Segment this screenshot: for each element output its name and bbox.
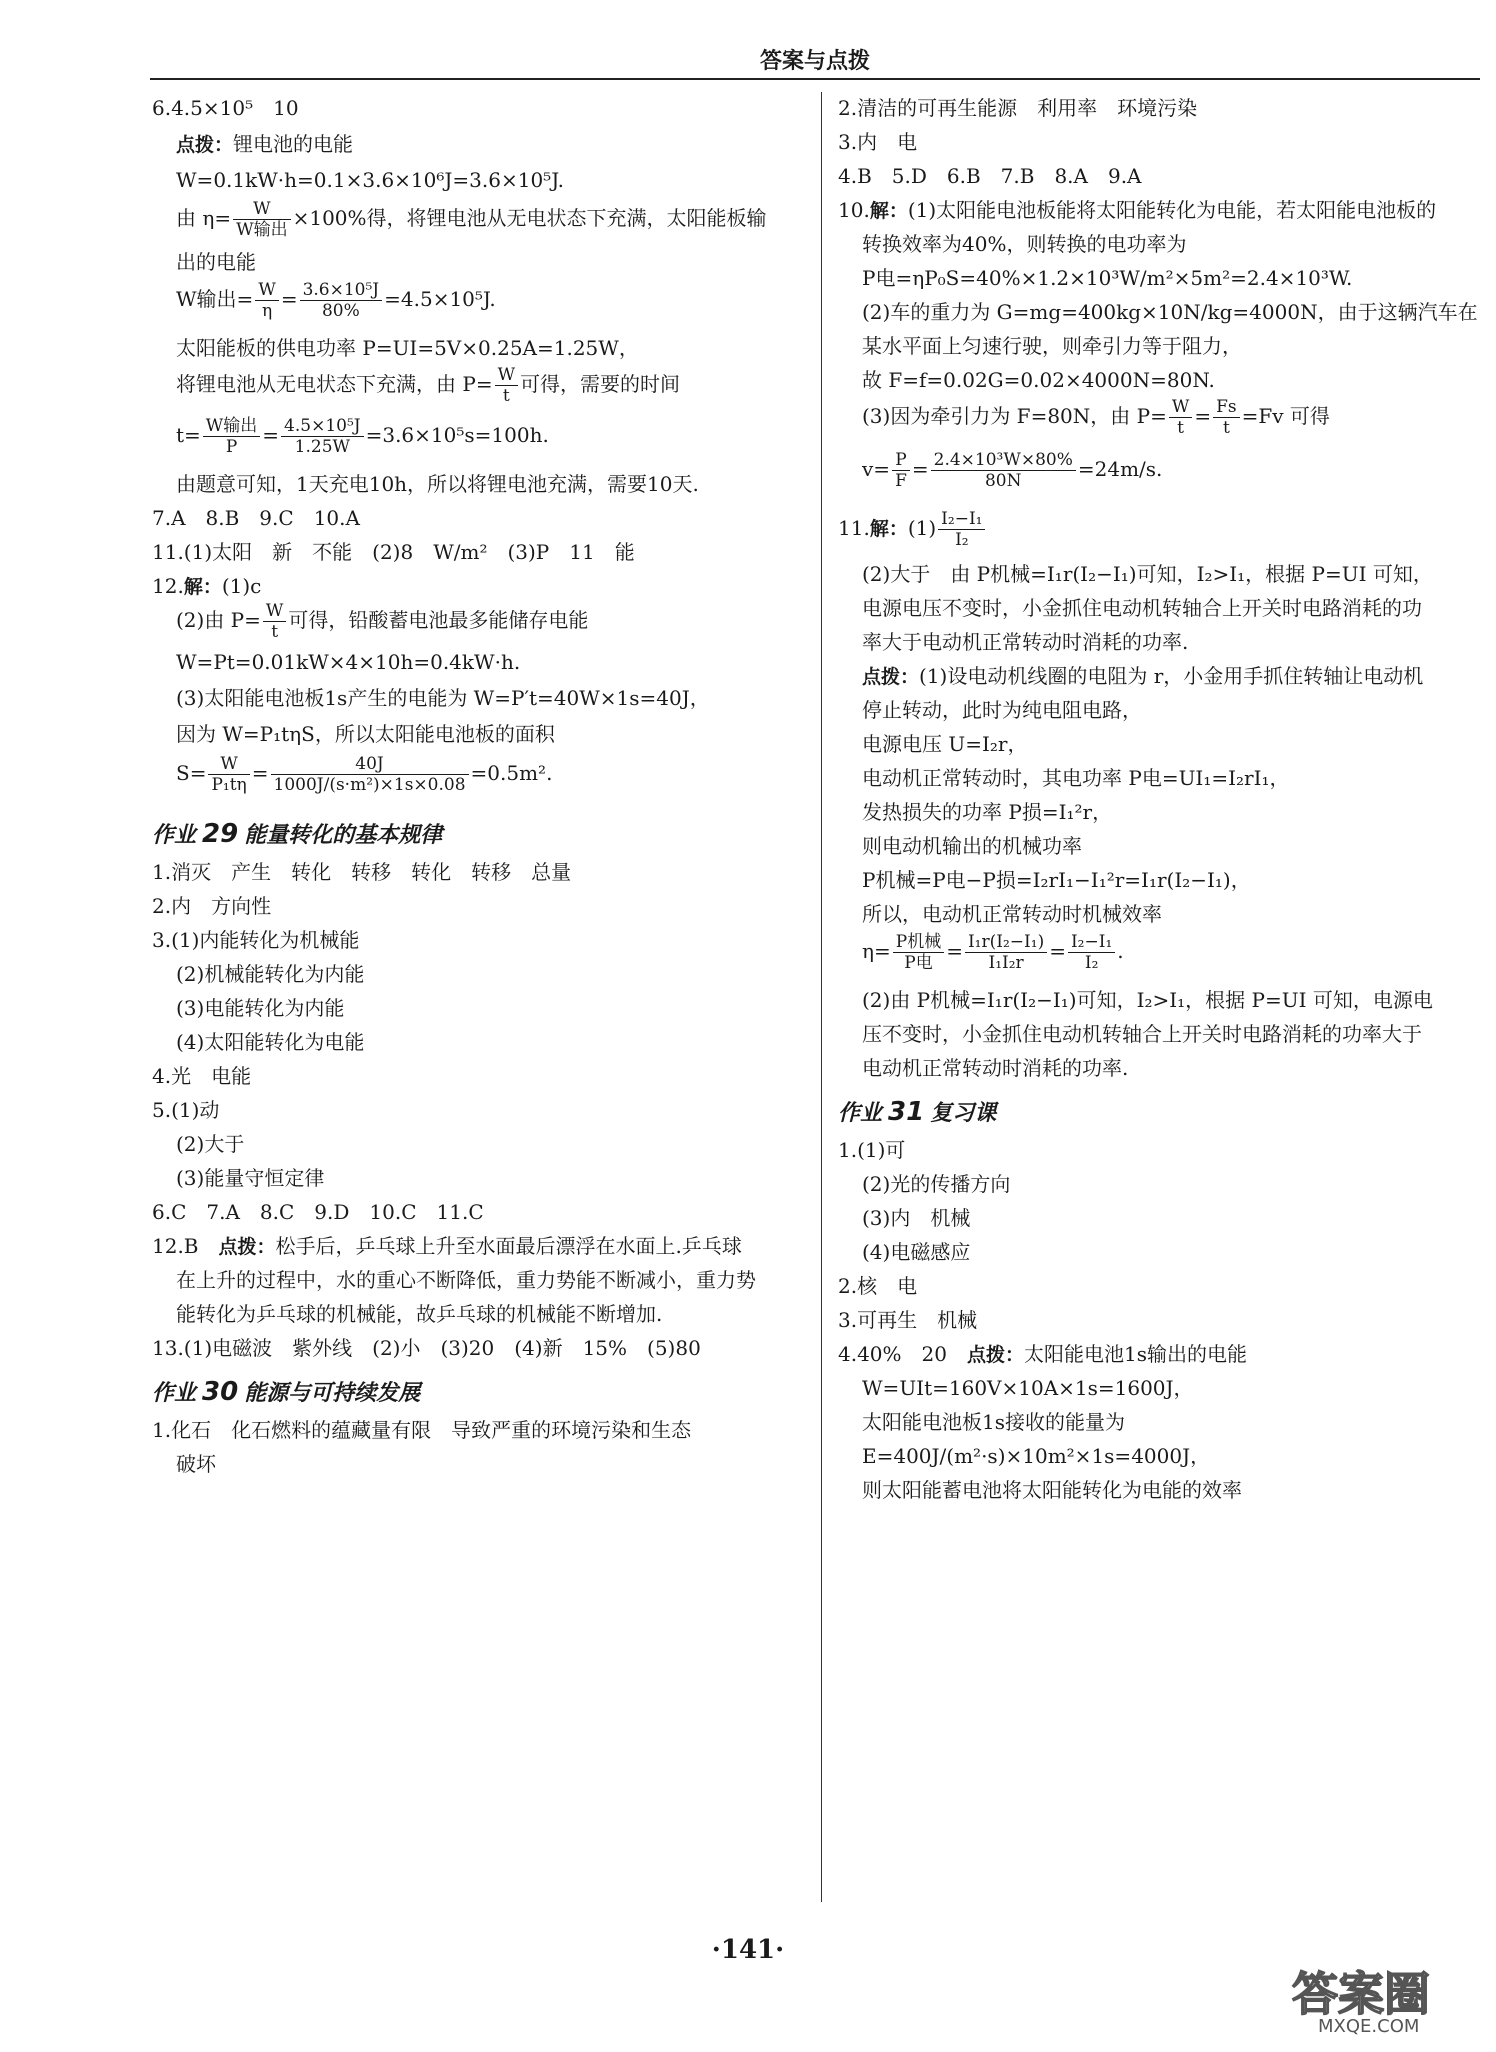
answer-line: 率大于电动机正常转动时消耗的功率. xyxy=(862,630,1189,654)
fraction: $\frac{W}{t}$ xyxy=(1169,397,1192,438)
equation-line: 由 η= $\frac{W}{\text{W输出}}$ ×100%得，将锂电池从无电状态下充满，太阳能板输 xyxy=(176,199,767,240)
answer-line: 4.40% 20 点拨：太阳能电池1s输出的电能 xyxy=(838,1342,1247,1366)
equation-line: W=UIt=160V×10A×1s=1600J， xyxy=(862,1376,1194,1400)
fraction: $\frac{W}{\eta}$ xyxy=(255,280,278,321)
solution-label: 解： xyxy=(869,200,908,222)
equation-line: 发热损失的功率 P损=I₁²r， xyxy=(862,800,1113,824)
answer-line: (3)内 机械 xyxy=(862,1206,971,1230)
answer-line: 2.清洁的可再生能源 利用率 环境污染 xyxy=(838,96,1198,120)
fraction: $\frac{\text{I₁r(I₂−I₁)}}{\text{I₁I₂r}}$ xyxy=(965,932,1047,973)
section-heading-29: 作业 29 能量转化的基本规律 xyxy=(152,819,443,849)
answer-line: 则太阳能蓄电池将太阳能转化为电能的效率 xyxy=(862,1478,1242,1502)
equation-line: v= $\frac{P}{F}$ = $\frac{\text{2.4×10³W×80\%}}{80N}$ =24m/s. xyxy=(862,450,1163,491)
answer-line: 6.4.5×10⁵ 10 xyxy=(152,96,299,120)
answer-line: 3.内 电 xyxy=(838,130,918,154)
answer-line: (2)车的重力为 G=mg=400kg×10N/kg=4000N，由于这辆汽车在 xyxy=(862,300,1478,324)
answer-line: 破坏 xyxy=(176,1452,216,1476)
answer-line: 所以，电动机正常转动时机械效率 xyxy=(862,902,1162,926)
answer-line: (3)能量守恒定律 xyxy=(176,1166,325,1190)
section-heading-31: 作业 31 复习课 xyxy=(838,1097,997,1127)
equation-line: (3)因为牵引力为 F=80N，由 P= $\frac{W}{t}$ = $\frac{Fs}{t}$ =Fv 可得 xyxy=(862,397,1330,438)
answer-line: 5.(1)动 xyxy=(152,1098,220,1122)
answer-line: 转换效率为40%，则转换的电功率为 xyxy=(862,232,1187,256)
fraction: $\frac{\text{I₂−I₁}}{\text{I₂}}$ xyxy=(1068,932,1115,973)
answer-line: 压不变时，小金抓住电动机转轴合上开关时电路消耗的功率大于 xyxy=(862,1022,1422,1046)
equation-line: 将锂电池从无电状态下充满，由 P= $\frac{W}{t}$ 可得，需要的时间 xyxy=(176,365,681,406)
watermark-stamp: 答案圈 xyxy=(1292,1967,1430,2021)
page-header xyxy=(150,38,1480,80)
answer-line: 点拨：锂电池的电能 xyxy=(176,132,354,156)
column-divider xyxy=(821,92,822,1902)
equation-line: 电动机正常转动时，其电功率 P电=UI₁=I₂rI₁， xyxy=(862,766,1290,790)
answer-line: 点拨：(1)设电动机线圈的电阻为 r，小金用手抓住转轴让电动机 xyxy=(862,664,1424,688)
answer-line: 则电动机输出的机械功率 xyxy=(862,834,1082,858)
answer-line: 4.B 5.D 6.B 7.B 8.A 9.A xyxy=(838,164,1142,188)
hint-label: 点拨： xyxy=(218,1236,276,1258)
fraction: $\frac{P}{F}$ xyxy=(892,450,910,491)
answer-line: (2)光的传播方向 xyxy=(862,1172,1011,1196)
page-number: ·141· xyxy=(711,1935,785,1965)
answer-line: 12.B 点拨：松手后，乒乓球上升至水面最后漂浮在水面上.乒乓球 xyxy=(152,1234,742,1258)
solution-label: 解： xyxy=(183,576,222,598)
answer-line: 3.(1)内能转化为机械能 xyxy=(152,928,360,952)
answer-line: 电动机正常转动时消耗的功率. xyxy=(862,1056,1129,1080)
answer-line: 某水平面上匀速行驶，则牵引力等于阻力， xyxy=(862,334,1242,358)
fraction: $\frac{\text{W输出}}{P}$ xyxy=(203,416,260,457)
answer-line: 1.(1)可 xyxy=(838,1138,906,1162)
answer-line: 电源电压不变时，小金抓住电动机转轴合上开关时电路消耗的功 xyxy=(862,596,1422,620)
answer-line: 停止转动，此时为纯电阻电路， xyxy=(862,698,1142,722)
answer-line: 4.光 电能 xyxy=(152,1064,252,1088)
equation-line: P机械=P电−P损=I₂rI₁−I₁²r=I₁r(I₂−I₁)， xyxy=(862,868,1251,892)
hint-label: 点拨： xyxy=(862,666,920,688)
equation-line: S= $\frac{W}{\text{P₁tη}}$ = $\frac{40J}{\text{1000J/(s·m²)×1s×0.08}}$ =0.5m². xyxy=(176,754,553,795)
fraction: $\frac{\text{3.6×10⁵J}}{80\%}$ xyxy=(300,280,383,321)
fraction: $\frac{\text{I₂−I₁}}{\text{I₂}}$ xyxy=(938,509,985,550)
equation-line: (3)太阳能电池板1s产生的电能为 W=P′t=40W×1s=40J， xyxy=(176,686,710,710)
answer-line: (2)大于 xyxy=(176,1132,245,1156)
fraction: $\frac{\text{4.5×10⁵J}}{1.25W}$ xyxy=(281,416,364,457)
header-title: 答案与点拨 xyxy=(759,49,870,74)
fraction: $\frac{\text{P机械}}{\text{P电}}$ xyxy=(893,932,944,973)
answer-line: 1.消灭 产生 转化 转移 转化 转移 总量 xyxy=(152,860,572,884)
answer-line: (2)由 P机械=I₁r(I₂−I₁)可知，I₂>I₁，根据 P=UI 可知，电源电 xyxy=(862,988,1433,1012)
equation-line: 电源电压 U=I₂r， xyxy=(862,732,1028,756)
answer-line: 13.(1)电磁波 紫外线 (2)小 (3)20 (4)新 15% (5)80 xyxy=(152,1336,701,1360)
answer-line: 由题意可知，1天充电10h，所以将锂电池充满，需要10天. xyxy=(176,472,699,496)
fraction: $\frac{Fs}{t}$ xyxy=(1213,397,1240,438)
watermark-site: MXQE.COM xyxy=(1318,2016,1420,2037)
answer-line: 出的电能 xyxy=(176,250,256,274)
answer-line: 太阳能电池板1s接收的能量为 xyxy=(862,1410,1125,1434)
answer-line: (2)机械能转化为内能 xyxy=(176,962,365,986)
fraction: $\frac{W}{t}$ xyxy=(495,365,518,406)
answer-line: (4)电磁感应 xyxy=(862,1240,971,1264)
equation-line: W=0.1kW·h=0.1×3.6×10⁶J=3.6×10⁵J. xyxy=(176,168,565,192)
equation-line: 太阳能板的供电功率 P=UI=5V×0.25A=1.25W， xyxy=(176,336,639,360)
answer-line: 7.A 8.B 9.C 10.A xyxy=(152,506,360,530)
hint-label: 点拨： xyxy=(176,134,234,156)
equation-line: η= $\frac{\text{P机械}}{\text{P电}}$ = $\frac{\text{I₁r(I₂−I₁)}}{\text{I₁I₂r}}$ = $\frac{\text{I₂−I₁}}{\text{I₂}}$ . xyxy=(862,932,1124,973)
answer-line: 能转化为乒乓球的机械能，故乒乓球的机械能不断增加. xyxy=(176,1302,663,1326)
hint-label: 点拨： xyxy=(966,1344,1024,1366)
equation-line: 因为 W=P₁tηS，所以太阳能电池板的面积 xyxy=(176,722,555,746)
equation-line: 故 F=f=0.02G=0.02×4000N=80N. xyxy=(862,368,1215,392)
answer-line: 1.化石 化石燃料的蕴藏量有限 导致严重的环境污染和生态 xyxy=(152,1418,692,1442)
fraction: $\frac{W}{\text{W输出}}$ xyxy=(233,199,290,240)
equation-line: t= $\frac{\text{W输出}}{P}$ = $\frac{\text{4.5×10⁵J}}{1.25W}$ =3.6×10⁵s=100h. xyxy=(176,416,549,457)
fraction: $\frac{W}{t}$ xyxy=(263,601,286,642)
answer-line: 在上升的过程中，水的重心不断降低，重力势能不断减小，重力势 xyxy=(176,1268,756,1292)
answer-line: (3)电能转化为内能 xyxy=(176,996,345,1020)
equation-line: 11.解：(1) $\frac{\text{I₂−I₁}}{\text{I₂}}$ xyxy=(838,504,987,553)
answer-line: 2.核 电 xyxy=(838,1274,918,1298)
fraction: $\frac{\text{2.4×10³W×80\%}}{80N}$ xyxy=(931,450,1076,491)
section-heading-30: 作业 30 能源与可持续发展 xyxy=(152,1377,421,1407)
answer-line: 3.可再生 机械 xyxy=(838,1308,978,1332)
equation-line: E=400J/(m²·s)×10m²×1s=4000J， xyxy=(862,1444,1211,1468)
fraction: $\frac{W}{\text{P₁tη}}$ xyxy=(208,754,249,795)
equation-line: P电=ηP₀S=40%×1.2×10³W/m²×5m²=2.4×10³W. xyxy=(862,266,1353,290)
answer-line: 12.解：(1)c xyxy=(152,574,262,598)
answer-line: 10.解：(1)太阳能电池板能将太阳能转化为电能，若太阳能电池板的 xyxy=(838,198,1437,222)
answer-line: (2)大于 由 P机械=I₁r(I₂−I₁)可知，I₂>I₁，根据 P=UI 可知， xyxy=(862,562,1433,586)
watermark-logo xyxy=(1288,1958,1488,2042)
equation-line: (2)由 P= $\frac{W}{t}$ 可得，铅酸蓄电池最多能储存电能 xyxy=(176,601,589,642)
equation-line: W=Pt=0.01kW×4×10h=0.4kW·h. xyxy=(176,650,521,674)
equation-line: W输出= $\frac{W}{\eta}$ = $\frac{\text{3.6×10⁵J}}{80\%}$ =4.5×10⁵J. xyxy=(176,280,496,321)
answer-line: 2.内 方向性 xyxy=(152,894,272,918)
answer-line: 6.C 7.A 8.C 9.D 10.C 11.C xyxy=(152,1200,484,1224)
solution-label: 解： xyxy=(869,518,908,540)
answer-line: (4)太阳能转化为电能 xyxy=(176,1030,365,1054)
answer-line: 11.(1)太阳 新 不能 (2)8 W/m² (3)P 11 能 xyxy=(152,540,635,564)
fraction: $\frac{40J}{\text{1000J/(s·m²)×1s×0.08}}$ xyxy=(271,754,469,795)
